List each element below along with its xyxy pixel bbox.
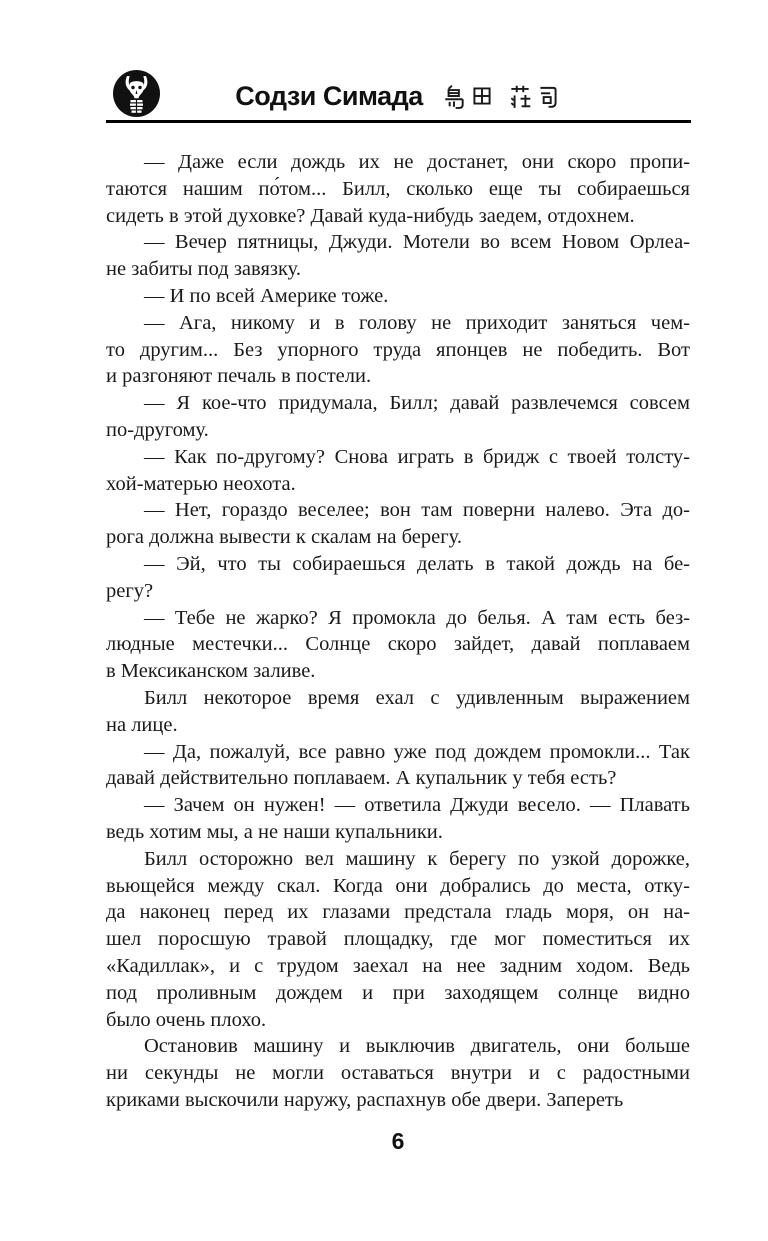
text-line: Остановив машину и выключив двигатель, они больше [144,1035,690,1058]
paragraph [106,551,690,605]
text-line: было очень плохо. [106,1008,267,1031]
paragraph [106,444,690,498]
text-line: криками выскочили наружу, распахнув обе двери. Запереть [106,1088,624,1111]
paragraph [106,283,690,310]
text-line: ни секунды не могли оставаться внутри и с радостными [106,1062,690,1085]
body-text [106,149,690,1114]
paragraph [106,149,690,229]
kanji-shi-icon [535,83,561,109]
kanji-shima-icon [441,83,467,109]
text-line: регу? [106,579,154,602]
text-line: — Ага, никому и в голову не приходит заняться чем- [144,311,690,334]
page-number: 6 [391,1128,405,1154]
text-line: да наконец перед их глазами предстала гладь моря, он на- [106,901,690,924]
text-line: по-другому. [106,418,209,441]
running-head [106,76,690,116]
text-line: Билл осторожно вел машину к берегу по узкой дорожке, [144,847,690,870]
text-line: таются нашим по́том... Билл, сколько еще ты собираешься [106,177,690,200]
text-line: «Кадиллак», и с трудом заехал на нее задним ходом. Ведь [106,954,690,977]
text-line: — Зачем он нужен! — ответила Джуди весело. — Плавать [144,794,690,817]
text-line: сидеть в этой духовке? Давай куда-нибудь заедем, отдохнем. [106,204,635,227]
text-line: на лице. [106,713,178,736]
text-line: — Тебе не жарко? Я промокла до белья. А там есть без- [144,606,690,629]
text-line: под проливным дождем и при заходящем солнце видно [106,981,690,1004]
text-line: хой-матерью неохота. [106,472,296,495]
text-line: — Я кое-что придумала, Билл; давай развлечемся совсем [144,392,690,415]
paragraph [106,1033,690,1113]
text-line: не забиты под завязку. [106,258,301,281]
text-line: — Вечер пятницы, Джуди. Мотели во всем Новом Орлеа- [144,231,690,254]
text-line: ведь хотим мы, а не наши купальники. [106,820,443,843]
text-line: Билл некоторое время ехал с удивленным выражением [144,686,690,709]
header-rule [106,120,691,123]
text-line: то другим... Без упорного труда японцев не победить. Вот [106,338,690,361]
text-line: шел поросшую травой площадку, где мог поместиться их [106,928,690,951]
paragraph [106,390,690,444]
paragraph [106,497,690,551]
kanji-sou-icon [507,83,533,109]
paragraph [106,846,690,1034]
text-line: людные местечки... Солнце скоро зайдет, давай поплаваем [106,633,690,656]
paragraph [106,310,690,390]
paragraph [106,739,690,793]
text-line: — Эй, что ты собираешься делать в такой дождь на бе- [144,552,690,575]
text-line: в Мексиканском заливе. [106,660,316,683]
text-line: — Да, пожалуй, все равно уже под дождем промокли... Так [144,740,690,763]
kanji-ta-icon [469,83,495,109]
text-line: — И по всей Америке тоже. [144,284,389,307]
paragraph [106,685,690,739]
text-line: — Как по-другому? Снова играть в бридж с твоей толсту- [144,445,690,468]
text-line: рога должна вывести к скалам на берегу. [106,526,462,549]
text-line: вьющейся между скал. Когда они добрались до места, отку- [106,874,690,897]
text-line: — Нет, гораздо веселее; вон там поверни налево. Эта до- [144,499,690,522]
text-line: — Даже если дождь их не достанет, они скоро пропи- [144,151,690,173]
paragraph [106,229,690,283]
paragraph [106,792,690,846]
text-line: давай действительно поплаваем. А купальник у тебя есть? [106,767,617,790]
author-name-cyrillic: Содзи Симада [235,80,423,111]
text-line: и разгоняют печаль в постели. [106,365,372,388]
author-name-japanese [441,83,561,109]
paragraph [106,605,690,685]
